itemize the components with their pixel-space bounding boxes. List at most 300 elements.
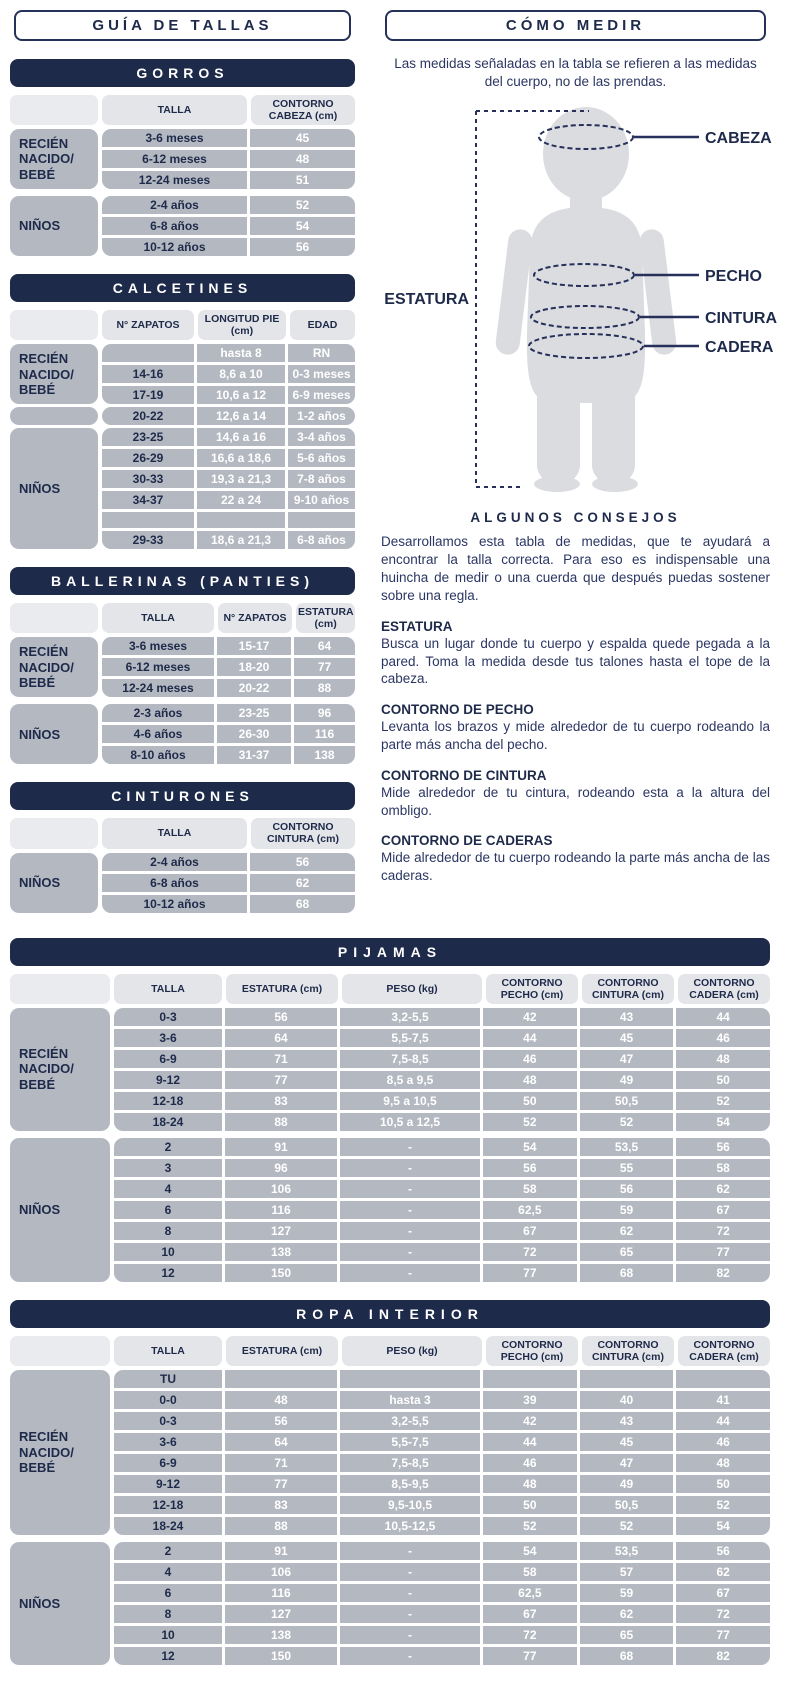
row-group-label: RECIÉN NACIDO/ BEBÉ bbox=[10, 129, 98, 189]
table-cell: 6 bbox=[114, 1584, 222, 1602]
table-cell: 96 bbox=[294, 704, 355, 722]
tip-text: Levanta los brazos y mide alrededor de tu cuerpo rodeando la parte más ancha del pecho. bbox=[381, 719, 770, 752]
table-cell: 5-6 años bbox=[288, 449, 355, 467]
table-cell: 31-37 bbox=[217, 746, 291, 764]
table-cell: 6-12 meses bbox=[102, 658, 214, 676]
table-cell: 48 bbox=[676, 1050, 770, 1068]
table-cell: 116 bbox=[225, 1584, 337, 1602]
table-cell: 67 bbox=[483, 1222, 577, 1240]
table-row bbox=[102, 129, 355, 147]
table-cell: 52 bbox=[250, 196, 355, 214]
row-group bbox=[10, 129, 355, 189]
table-cell: 56 bbox=[225, 1412, 337, 1430]
table-cell: 64 bbox=[294, 637, 355, 655]
table-cell: 62,5 bbox=[483, 1584, 577, 1602]
table-cell: 46 bbox=[483, 1454, 577, 1472]
child-silhouette-diagram bbox=[381, 97, 781, 495]
table-cell: 2 bbox=[114, 1138, 222, 1156]
table-cell: 55 bbox=[580, 1159, 674, 1177]
column-header: TALLA bbox=[102, 603, 214, 633]
table-cell: 58 bbox=[483, 1563, 577, 1581]
tip-heading: CONTORNO DE CINTURA bbox=[381, 767, 547, 783]
column-header: N° ZAPATOS bbox=[102, 310, 194, 340]
table-cell: 50 bbox=[483, 1496, 577, 1514]
table-row bbox=[102, 238, 355, 256]
table-cell: 10 bbox=[114, 1243, 222, 1261]
table-row bbox=[114, 1071, 770, 1089]
corner-cell bbox=[10, 1336, 110, 1366]
measure-intro-text: Las medidas señaladas en la tabla se refieren a las medidas del cuerpo, no de las prendas. bbox=[394, 56, 757, 90]
table-cell: 8,5-9,5 bbox=[340, 1475, 480, 1493]
table-cell: 50,5 bbox=[580, 1496, 674, 1514]
column-header: ESTATURA (cm) bbox=[296, 603, 355, 633]
table-row bbox=[102, 491, 355, 509]
table-cell: 41 bbox=[676, 1391, 770, 1409]
table-cell: 65 bbox=[580, 1243, 674, 1261]
row-group bbox=[10, 1542, 770, 1665]
table-cell: 46 bbox=[676, 1433, 770, 1451]
table-row bbox=[102, 365, 355, 383]
column-header: CONTORNO PECHO (cm) bbox=[486, 1336, 578, 1366]
table-cell: 51 bbox=[250, 171, 355, 189]
table-row bbox=[114, 1370, 770, 1388]
table-cell: 42 bbox=[483, 1412, 577, 1430]
table-cell: 77 bbox=[483, 1647, 577, 1665]
column-header: CONTORNO CINTURA (cm) bbox=[582, 974, 674, 1004]
table-row bbox=[114, 1050, 770, 1068]
table-cell: 68 bbox=[580, 1647, 674, 1665]
table-cell: 12-18 bbox=[114, 1092, 222, 1110]
table-cell: 83 bbox=[225, 1092, 337, 1110]
corner-cell bbox=[10, 974, 110, 1004]
table-cell: 10-12 años bbox=[102, 238, 247, 256]
pijamas-table bbox=[10, 938, 770, 1282]
table-cell: 44 bbox=[483, 1029, 577, 1047]
table-cell: 138 bbox=[225, 1243, 337, 1261]
table-cell: 3,2-5,5 bbox=[340, 1412, 480, 1430]
table-cell: 150 bbox=[225, 1647, 337, 1665]
table-cell: 57 bbox=[580, 1563, 674, 1581]
table-row bbox=[114, 1138, 770, 1156]
table-cell: 77 bbox=[225, 1071, 337, 1089]
table-cell: 58 bbox=[676, 1159, 770, 1177]
row-group-label: NIÑOS bbox=[10, 196, 98, 256]
table-cell: 9-12 bbox=[114, 1475, 222, 1493]
table-cell: 52 bbox=[483, 1113, 577, 1131]
table-cell: 106 bbox=[225, 1563, 337, 1581]
table-row bbox=[114, 1243, 770, 1261]
table-cell: - bbox=[340, 1180, 480, 1198]
table-cell: 20-22 bbox=[102, 407, 194, 425]
table-cell: 14-16 bbox=[102, 365, 194, 383]
table-cell: 8-10 años bbox=[102, 746, 214, 764]
tip-section bbox=[381, 619, 770, 688]
table-cell: 1-2 años bbox=[288, 407, 355, 425]
table-row bbox=[114, 1563, 770, 1581]
row-group bbox=[10, 704, 355, 764]
cinturones-section-title: CINTURONES bbox=[10, 782, 355, 810]
table-cell: 12,6 a 14 bbox=[197, 407, 285, 425]
table-cell: 56 bbox=[676, 1542, 770, 1560]
table-row bbox=[114, 1222, 770, 1240]
table-cell: 71 bbox=[225, 1454, 337, 1472]
cintura-label: CINTURA bbox=[705, 310, 777, 328]
table-cell: 0-3 meses bbox=[288, 365, 355, 383]
table-cell: 45 bbox=[580, 1029, 674, 1047]
table-cell: 10,6 a 12 bbox=[197, 386, 285, 404]
table-row bbox=[114, 1454, 770, 1472]
table-cell: 54 bbox=[676, 1517, 770, 1535]
table-cell: 10 bbox=[114, 1626, 222, 1644]
table-row bbox=[114, 1159, 770, 1177]
table-cell: hasta 8 bbox=[197, 344, 285, 362]
table-row bbox=[114, 1542, 770, 1560]
table-cell: 45 bbox=[580, 1433, 674, 1451]
table-cell: 44 bbox=[483, 1433, 577, 1451]
row-group bbox=[10, 1008, 770, 1131]
table-cell: 83 bbox=[225, 1496, 337, 1514]
table-row bbox=[102, 895, 355, 913]
table-cell: 12 bbox=[114, 1264, 222, 1282]
table-row bbox=[114, 1412, 770, 1430]
row-group bbox=[10, 196, 355, 256]
table-cell: 49 bbox=[580, 1071, 674, 1089]
table-cell: 77 bbox=[676, 1243, 770, 1261]
calcetines-table bbox=[10, 274, 355, 549]
table-cell: 77 bbox=[676, 1626, 770, 1644]
table-cell: 34-37 bbox=[102, 491, 194, 509]
row-group bbox=[10, 428, 355, 549]
table-cell: 6-8 años bbox=[102, 217, 247, 235]
table-cell: 72 bbox=[483, 1243, 577, 1261]
table-cell: 54 bbox=[250, 217, 355, 235]
table-cell: 19,3 a 21,3 bbox=[197, 470, 285, 488]
row-group-label: NIÑOS bbox=[10, 1542, 110, 1665]
tip-heading: ESTATURA bbox=[381, 618, 453, 634]
table-cell: 6 bbox=[114, 1201, 222, 1219]
column-header: EDAD bbox=[290, 310, 355, 340]
table-cell: 45 bbox=[250, 129, 355, 147]
table-cell: 116 bbox=[294, 725, 355, 743]
table-cell: 3,2-5,5 bbox=[340, 1008, 480, 1026]
row-group-rows bbox=[102, 704, 355, 764]
estatura-label: ESTATURA bbox=[384, 291, 469, 309]
table-cell: 64 bbox=[225, 1433, 337, 1451]
table-cell: 5,5-7,5 bbox=[340, 1029, 480, 1047]
row-group-rows bbox=[114, 1542, 770, 1665]
table-row bbox=[102, 196, 355, 214]
table-cell: 116 bbox=[225, 1201, 337, 1219]
table-header bbox=[10, 603, 355, 633]
column-header: TALLA bbox=[114, 974, 222, 1004]
table-cell: 46 bbox=[676, 1029, 770, 1047]
table-cell bbox=[225, 1370, 337, 1388]
table-cell: 62 bbox=[580, 1605, 674, 1623]
table-cell bbox=[197, 512, 285, 528]
row-group-label: NIÑOS bbox=[10, 853, 98, 913]
table-row bbox=[114, 1605, 770, 1623]
table-cell: 16,6 a 18,6 bbox=[197, 449, 285, 467]
table-cell: 3-6 bbox=[114, 1029, 222, 1047]
table-row bbox=[102, 679, 355, 697]
tip-heading: CONTORNO DE PECHO bbox=[381, 702, 534, 718]
table-cell: 9-12 bbox=[114, 1071, 222, 1089]
table-cell: 18-20 bbox=[217, 658, 291, 676]
table-row bbox=[102, 658, 355, 676]
table-cell: 12-24 meses bbox=[102, 679, 214, 697]
table-cell: 138 bbox=[294, 746, 355, 764]
table-cell: - bbox=[340, 1222, 480, 1240]
row-group bbox=[10, 637, 355, 697]
column-header: CONTORNO CADERA (cm) bbox=[678, 1336, 770, 1366]
table-row bbox=[102, 428, 355, 446]
table-row bbox=[114, 1180, 770, 1198]
how-to-measure-title: CÓMO MEDIR bbox=[385, 10, 766, 41]
table-cell: 52 bbox=[483, 1517, 577, 1535]
table-cell: 127 bbox=[225, 1605, 337, 1623]
table-cell: 59 bbox=[580, 1584, 674, 1602]
row-group-label: NIÑOS bbox=[10, 1138, 110, 1282]
table-cell: 44 bbox=[676, 1412, 770, 1430]
table-cell: 12-24 meses bbox=[102, 171, 247, 189]
table-cell: 18-24 bbox=[114, 1113, 222, 1131]
table-cell bbox=[580, 1370, 674, 1388]
table-cell: - bbox=[340, 1201, 480, 1219]
table-cell: 62 bbox=[676, 1180, 770, 1198]
table-cell: 43 bbox=[580, 1008, 674, 1026]
table-cell: 88 bbox=[225, 1517, 337, 1535]
table-row bbox=[114, 1391, 770, 1409]
table-cell: RN bbox=[288, 344, 355, 362]
column-header: CONTORNO CABEZA (cm) bbox=[251, 95, 355, 125]
table-row bbox=[102, 150, 355, 168]
column-header: CONTORNO CADERA (cm) bbox=[678, 974, 770, 1004]
table-cell: 2-3 años bbox=[102, 704, 214, 722]
table-cell: 62 bbox=[250, 874, 355, 892]
table-cell: - bbox=[340, 1563, 480, 1581]
table-cell: 64 bbox=[225, 1029, 337, 1047]
row-group bbox=[10, 1370, 770, 1535]
table-cell: - bbox=[340, 1243, 480, 1261]
table-cell: 3-6 bbox=[114, 1433, 222, 1451]
table-row bbox=[114, 1433, 770, 1451]
table-cell: 39 bbox=[483, 1391, 577, 1409]
column-header: LONGITUD PIE (cm) bbox=[198, 310, 286, 340]
page-title: GUÍA DE TALLAS bbox=[14, 10, 351, 41]
column-header: TALLA bbox=[102, 818, 247, 848]
table-row bbox=[114, 1475, 770, 1493]
table-header bbox=[10, 974, 770, 1004]
table-cell: 72 bbox=[483, 1626, 577, 1644]
row-group-rows bbox=[102, 407, 355, 425]
table-row bbox=[114, 1029, 770, 1047]
gorros-section-title: GORROS bbox=[10, 59, 355, 87]
table-cell bbox=[483, 1370, 577, 1388]
table-cell: 0-3 bbox=[114, 1008, 222, 1026]
table-row bbox=[102, 407, 355, 425]
table-cell: 2-4 años bbox=[102, 853, 247, 871]
table-cell: 10,5-12,5 bbox=[340, 1517, 480, 1535]
table-cell: 48 bbox=[225, 1391, 337, 1409]
corner-cell bbox=[10, 95, 98, 125]
table-row bbox=[102, 470, 355, 488]
row-group-rows bbox=[114, 1138, 770, 1282]
table-cell: 6-9 bbox=[114, 1050, 222, 1068]
table-cell: 50 bbox=[483, 1092, 577, 1110]
table-cell: 56 bbox=[580, 1180, 674, 1198]
table-cell: 68 bbox=[580, 1264, 674, 1282]
tip-section bbox=[381, 833, 770, 885]
table-cell: 12-18 bbox=[114, 1496, 222, 1514]
table-cell: 54 bbox=[483, 1138, 577, 1156]
table-cell: 52 bbox=[676, 1496, 770, 1514]
table-cell: 20-22 bbox=[217, 679, 291, 697]
table-cell: - bbox=[340, 1138, 480, 1156]
tip-section bbox=[381, 768, 770, 820]
table-cell: 10,5 a 12,5 bbox=[340, 1113, 480, 1131]
table-header bbox=[10, 310, 355, 340]
table-row bbox=[102, 171, 355, 189]
table-cell: 4-6 años bbox=[102, 725, 214, 743]
table-cell: 48 bbox=[250, 150, 355, 168]
table-cell: 42 bbox=[483, 1008, 577, 1026]
ropa-section-title: ROPA INTERIOR bbox=[10, 1300, 770, 1328]
ballerinas-table bbox=[10, 567, 355, 764]
table-row bbox=[114, 1496, 770, 1514]
column-header: N° ZAPATOS bbox=[218, 603, 292, 633]
table-cell: 26-30 bbox=[217, 725, 291, 743]
table-cell: - bbox=[340, 1264, 480, 1282]
row-group bbox=[10, 344, 355, 404]
table-cell: 50 bbox=[676, 1475, 770, 1493]
table-cell bbox=[102, 344, 194, 362]
table-cell: 6-9 meses bbox=[288, 386, 355, 404]
table-cell: 52 bbox=[580, 1113, 674, 1131]
table-row bbox=[114, 1113, 770, 1131]
table-cell: 6-8 años bbox=[288, 531, 355, 549]
table-cell: 68 bbox=[250, 895, 355, 913]
table-cell: hasta 3 bbox=[340, 1391, 480, 1409]
row-group-rows bbox=[102, 129, 355, 189]
table-cell: - bbox=[340, 1542, 480, 1560]
table-cell: 4 bbox=[114, 1180, 222, 1198]
table-cell: 8 bbox=[114, 1605, 222, 1623]
table-cell: 7-8 años bbox=[288, 470, 355, 488]
table-cell: 8 bbox=[114, 1222, 222, 1240]
child-silhouette bbox=[494, 107, 677, 492]
table-cell: 67 bbox=[676, 1584, 770, 1602]
table-cell: 65 bbox=[580, 1626, 674, 1644]
row-group-label bbox=[10, 407, 98, 425]
table-cell bbox=[676, 1370, 770, 1388]
table-cell: 47 bbox=[580, 1454, 674, 1472]
table-cell: 56 bbox=[483, 1159, 577, 1177]
table-cell: 56 bbox=[225, 1008, 337, 1026]
table-cell: 82 bbox=[676, 1647, 770, 1665]
table-cell: 8,5 a 9,5 bbox=[340, 1071, 480, 1089]
table-cell: 40 bbox=[580, 1391, 674, 1409]
table-cell: 67 bbox=[676, 1201, 770, 1219]
row-group-label: NIÑOS bbox=[10, 428, 98, 549]
row-group-rows bbox=[102, 196, 355, 256]
table-cell: 7,5-8,5 bbox=[340, 1454, 480, 1472]
table-cell: 22 a 24 bbox=[197, 491, 285, 509]
table-cell: 2-4 años bbox=[102, 196, 247, 214]
table-cell: 46 bbox=[483, 1050, 577, 1068]
table-cell: 6-12 meses bbox=[102, 150, 247, 168]
table-row bbox=[114, 1584, 770, 1602]
table-cell: 10-12 años bbox=[102, 895, 247, 913]
table-cell: 52 bbox=[676, 1092, 770, 1110]
column-header: TALLA bbox=[102, 95, 247, 125]
table-row bbox=[102, 637, 355, 655]
table-row bbox=[114, 1092, 770, 1110]
body-measurement-diagram bbox=[381, 97, 777, 500]
table-cell: 3-6 meses bbox=[102, 129, 247, 147]
table-cell: 17-19 bbox=[102, 386, 194, 404]
row-group-label: NIÑOS bbox=[10, 704, 98, 764]
table-cell: 50,5 bbox=[580, 1092, 674, 1110]
table-row bbox=[102, 449, 355, 467]
table-cell: 29-33 bbox=[102, 531, 194, 549]
table-cell: - bbox=[340, 1626, 480, 1644]
table-cell: 88 bbox=[294, 679, 355, 697]
table-cell: 138 bbox=[225, 1626, 337, 1644]
ropa-interior-table bbox=[10, 1300, 770, 1665]
table-cell: TU bbox=[114, 1370, 222, 1388]
table-cell: 9,5 a 10,5 bbox=[340, 1092, 480, 1110]
table-cell: 127 bbox=[225, 1222, 337, 1240]
table-cell: 9,5-10,5 bbox=[340, 1496, 480, 1514]
table-row bbox=[102, 344, 355, 362]
table-cell: 8,6 a 10 bbox=[197, 365, 285, 383]
table-cell: 6-9 bbox=[114, 1454, 222, 1472]
table-cell: 77 bbox=[294, 658, 355, 676]
table-cell: 44 bbox=[676, 1008, 770, 1026]
table-cell: 54 bbox=[676, 1113, 770, 1131]
table-cell: 53,5 bbox=[580, 1542, 674, 1560]
row-group-rows bbox=[114, 1008, 770, 1131]
tips-sections bbox=[381, 619, 770, 885]
table-cell: 48 bbox=[483, 1475, 577, 1493]
table-cell: 5,5-7,5 bbox=[340, 1433, 480, 1451]
table-cell: 15-17 bbox=[217, 637, 291, 655]
table-cell: 23-25 bbox=[102, 428, 194, 446]
table-cell: 56 bbox=[676, 1138, 770, 1156]
table-cell: 56 bbox=[250, 853, 355, 871]
row-group-rows bbox=[114, 1370, 770, 1535]
column-header: PESO (kg) bbox=[342, 1336, 482, 1366]
row-group bbox=[10, 407, 355, 425]
table-cell: 30-33 bbox=[102, 470, 194, 488]
table-cell: 48 bbox=[676, 1454, 770, 1472]
calcetines-section-title: CALCETINES bbox=[10, 274, 355, 302]
table-cell: 96 bbox=[225, 1159, 337, 1177]
column-header: TALLA bbox=[114, 1336, 222, 1366]
table-cell: 48 bbox=[483, 1071, 577, 1089]
size-tables-column bbox=[10, 10, 355, 920]
table-row bbox=[102, 746, 355, 764]
table-cell: - bbox=[340, 1647, 480, 1665]
row-group bbox=[10, 1138, 770, 1282]
table-cell: 62 bbox=[580, 1222, 674, 1240]
table-cell: 7,5-8,5 bbox=[340, 1050, 480, 1068]
table-cell: 54 bbox=[483, 1542, 577, 1560]
tip-text: Mide alrededor de tu cintura, rodeando esta a la altura del ombligo. bbox=[381, 784, 770, 818]
corner-cell bbox=[10, 818, 98, 848]
table-row bbox=[114, 1264, 770, 1282]
table-row bbox=[102, 386, 355, 404]
